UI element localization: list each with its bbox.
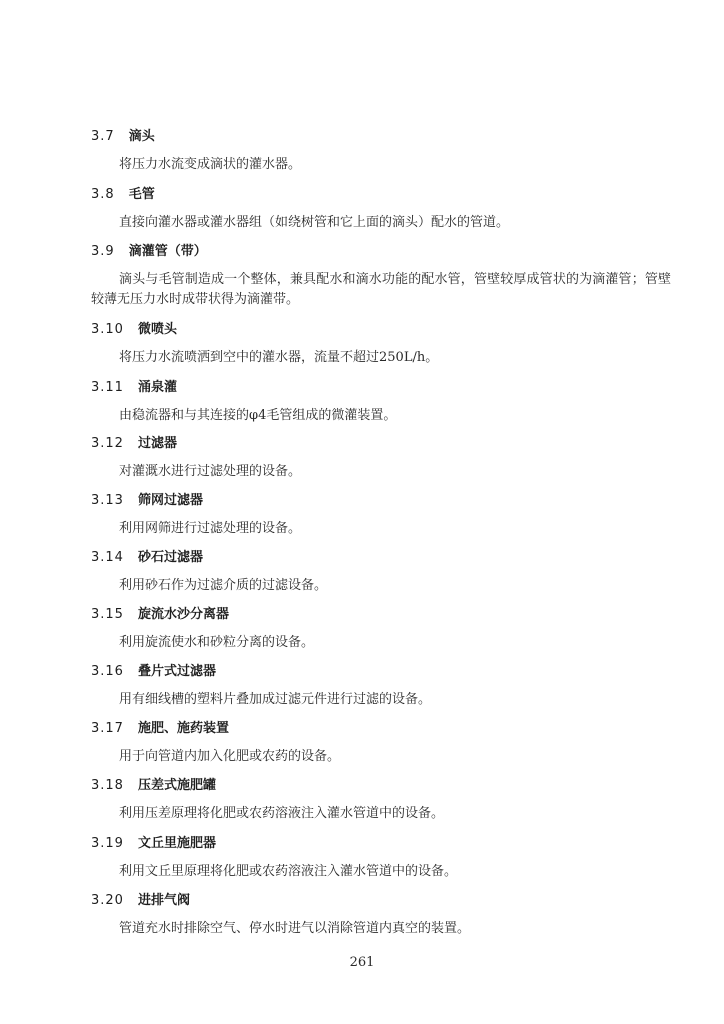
term-heading bbox=[91, 834, 216, 854]
term-definition: 利用文丘里原理将化肥或农药溶液注入灌水管道中的设备。 bbox=[119, 864, 458, 879]
term-number: 3.15 bbox=[91, 607, 124, 622]
term-heading bbox=[91, 776, 216, 796]
term-title: 毛管 bbox=[128, 187, 155, 202]
term-title: 叠片式过滤器 bbox=[137, 664, 216, 679]
term-title: 施肥、施药装置 bbox=[137, 721, 229, 736]
term-heading bbox=[91, 127, 155, 147]
term-title: 滴头 bbox=[128, 129, 155, 144]
term-title: 进排气阀 bbox=[137, 893, 190, 908]
term-definition: 直接向灌水器或灌水器组（如绕树管和它上面的滴头）配水的管道。 bbox=[119, 215, 510, 230]
term-heading bbox=[91, 491, 203, 511]
term-title: 文丘里施肥器 bbox=[137, 836, 216, 851]
term-definition: 用于向管道内加入化肥或农药的设备。 bbox=[119, 749, 341, 764]
term-number: 3.10 bbox=[91, 322, 124, 337]
term-definition: 利用网筛进行过滤处理的设备。 bbox=[119, 521, 302, 536]
term-definition: 由稳流器和与其连接的φ4毛管组成的微灌装置。 bbox=[119, 408, 397, 423]
term-definition: 利用旋流使水和砂粒分离的设备。 bbox=[119, 635, 315, 650]
term-title: 过滤器 bbox=[137, 436, 177, 451]
term-number: 3.13 bbox=[91, 493, 124, 508]
term-number: 3.11 bbox=[91, 380, 124, 395]
term-title: 砂石过滤器 bbox=[137, 550, 203, 565]
term-definition: 用有细线槽的塑料片叠加成过滤元件进行过滤的设备。 bbox=[119, 692, 432, 707]
term-heading bbox=[91, 891, 190, 911]
term-title: 滴灌管（带） bbox=[128, 244, 207, 259]
term-definition: 利用压差原理将化肥或农药溶液注入灌水管道中的设备。 bbox=[119, 806, 445, 821]
term-title: 涌泉灌 bbox=[137, 380, 177, 395]
term-definition: 管道充水时排除空气、停水时进气以消除管道内真空的装置。 bbox=[119, 921, 471, 936]
term-title: 微喷头 bbox=[137, 322, 177, 337]
term-number: 3.12 bbox=[91, 436, 124, 451]
term-number: 3.8 bbox=[91, 187, 115, 202]
term-heading bbox=[91, 378, 177, 398]
term-heading bbox=[91, 434, 177, 454]
term-number: 3.19 bbox=[91, 836, 124, 851]
term-heading bbox=[91, 662, 216, 682]
term-definition: 滴头与毛管制造成一个整体，兼具配水和滴水功能的配水管，管壁较厚成管状的为滴灌管；管壁较薄无压力水时成带状得为滴灌带。 bbox=[91, 272, 671, 307]
term-definition: 将压力水流喷洒到空中的灌水器，流量不超过250L/h。 bbox=[119, 350, 439, 365]
term-heading bbox=[91, 719, 229, 739]
term-definition: 将压力水流变成滴状的灌水器。 bbox=[119, 157, 302, 172]
term-definition: 利用砂石作为过滤介质的过滤设备。 bbox=[119, 578, 328, 593]
term-number: 3.16 bbox=[91, 664, 124, 679]
term-number: 3.14 bbox=[91, 550, 124, 565]
term-heading bbox=[91, 185, 155, 205]
term-heading bbox=[91, 320, 177, 340]
page-number: 261 bbox=[349, 955, 375, 970]
term-heading bbox=[91, 242, 207, 262]
term-heading bbox=[91, 548, 203, 568]
term-number: 3.9 bbox=[91, 244, 115, 259]
term-title: 压差式施肥罐 bbox=[137, 778, 216, 793]
term-number: 3.7 bbox=[91, 129, 115, 144]
term-number: 3.17 bbox=[91, 721, 124, 736]
term-number: 3.20 bbox=[91, 893, 124, 908]
term-title: 筛网过滤器 bbox=[137, 493, 203, 508]
term-title: 旋流水沙分离器 bbox=[137, 607, 229, 622]
term-heading bbox=[91, 605, 229, 625]
term-number: 3.18 bbox=[91, 778, 124, 793]
term-definition: 对灌溉水进行过滤处理的设备。 bbox=[119, 464, 302, 479]
